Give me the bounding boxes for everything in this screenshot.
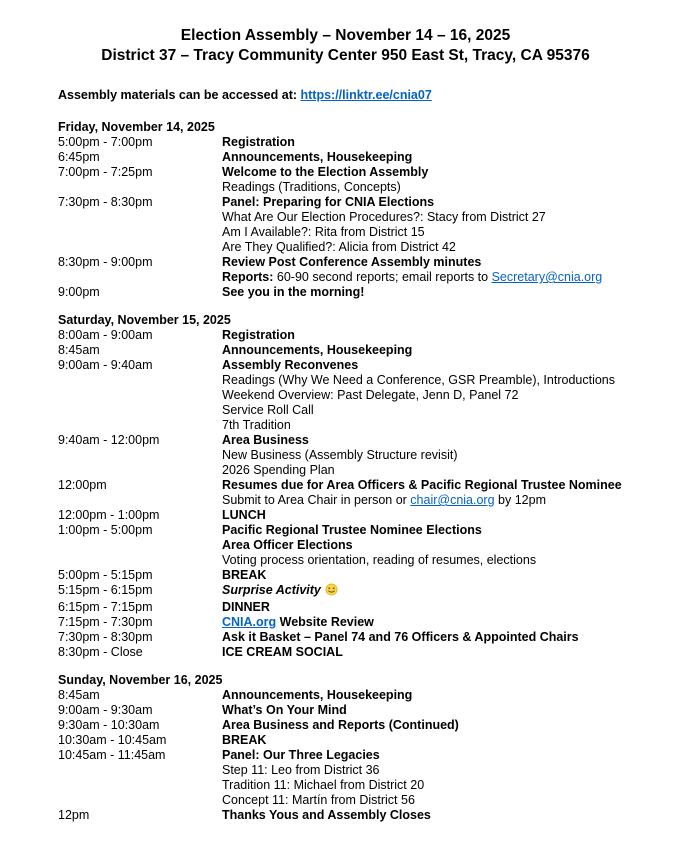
event-text: Voting process orientation, reading of resumes, elections [222, 553, 537, 567]
event-text: Review Post Conference Assembly minutes [222, 255, 482, 269]
event-cell [222, 448, 683, 463]
schedule-row [58, 718, 683, 733]
event-text: Readings (Traditions, Concepts) [222, 180, 401, 194]
event-text: Step 11: Leo from District 36 [222, 763, 380, 777]
event-cell [222, 418, 683, 433]
schedule-row [58, 553, 683, 568]
event-cell [222, 165, 683, 180]
event-cell [222, 270, 683, 285]
time-cell: 10:30am - 10:45am [58, 733, 167, 747]
event-cell [222, 478, 683, 493]
event-cell [222, 463, 683, 478]
schedule-row [58, 240, 683, 255]
schedule-row [58, 538, 683, 553]
event-cell [222, 328, 683, 343]
event-text: Area Business and Reports (Continued) [222, 718, 459, 732]
event-cell [222, 688, 683, 703]
event-text: New Business (Assembly Structure revisit) [222, 448, 458, 462]
document-title [0, 26, 691, 66]
event-cell [222, 718, 683, 733]
event-cell [222, 225, 683, 240]
event-text: Am I Available?: Rita from District 15 [222, 225, 425, 239]
title-line-1: Election Assembly – November 14 – 16, 2025 [180, 27, 511, 44]
schedule-row [58, 180, 683, 195]
event-cell [222, 748, 683, 763]
event-text: ICE CREAM SOCIAL [222, 645, 343, 659]
schedule-row [58, 328, 683, 343]
time-cell: 7:30pm - 8:30pm [58, 630, 153, 644]
schedule-row [58, 688, 683, 703]
event-cell [222, 703, 683, 718]
day-section [58, 120, 683, 300]
schedule-row [58, 645, 683, 660]
cnia-website-link[interactable]: CNIA.org [222, 615, 277, 629]
event-cell [222, 373, 683, 388]
time-cell: 9:00am - 9:40am [58, 358, 153, 372]
schedule-row [58, 135, 683, 150]
schedule-row [58, 403, 683, 418]
event-cell [222, 733, 683, 748]
time-cell: 5:00pm - 7:00pm [58, 135, 153, 149]
event-text: Assembly Reconvenes [222, 358, 359, 372]
time-cell: 12:00pm [58, 478, 107, 492]
event-cell [222, 493, 683, 508]
time-cell: 9:00am - 9:30am [58, 703, 153, 717]
schedule-row [58, 418, 683, 433]
schedule-row [58, 478, 683, 493]
schedule-row [58, 508, 683, 523]
time-cell: 9:40am - 12:00pm [58, 433, 160, 447]
event-text: Tradition 11: Michael from District 20 [222, 778, 425, 792]
event-cell [222, 630, 683, 645]
schedule-row [58, 165, 683, 180]
schedule-row [58, 703, 683, 718]
event-cell [222, 255, 683, 270]
title-line-2: District 37 – Tracy Community Center 950 East St, Tracy, CA 95376 [101, 47, 590, 64]
event-text: Area Business [222, 433, 309, 447]
day-heading: Sunday, November 16, 2025 [58, 673, 223, 687]
schedule [58, 120, 683, 823]
event-text: Are They Qualified?: Alicia from District 42 [222, 240, 456, 254]
schedule-row [58, 270, 683, 285]
chair-email-link[interactable]: chair@cnia.org [410, 493, 495, 507]
event-cell [222, 343, 683, 358]
day-section [58, 673, 683, 823]
schedule-row [58, 150, 683, 165]
materials-label: Assembly materials can be accessed at: [58, 88, 301, 102]
event-text: Service Roll Call [222, 403, 314, 417]
event-text: BREAK [222, 568, 267, 582]
event-text: Announcements, Housekeeping [222, 150, 413, 164]
event-cell [222, 763, 683, 778]
event-cell [222, 403, 683, 418]
event-text: Ask it Basket – Panel 74 and 76 Officers & Appointed Chairs [222, 630, 579, 644]
event-text: Announcements, Housekeeping [222, 343, 413, 357]
time-cell: 10:45am - 11:45am [58, 748, 166, 762]
event-cell [222, 600, 683, 615]
event-text: See you in the morning! [222, 285, 365, 299]
event-cell [222, 568, 683, 583]
schedule-row [58, 763, 683, 778]
schedule-row [58, 630, 683, 645]
event-cell [222, 615, 683, 630]
time-cell: 7:30pm - 8:30pm [58, 195, 153, 209]
schedule-row [58, 793, 683, 808]
event-cell [222, 358, 683, 373]
event-text: Announcements, Housekeeping [222, 688, 413, 702]
schedule-row [58, 463, 683, 478]
time-cell: 8:30pm - Close [58, 645, 143, 659]
event-cell [222, 778, 683, 793]
time-cell: 8:00am - 9:00am [58, 328, 153, 342]
schedule-row [58, 433, 683, 448]
schedule-row [58, 523, 683, 538]
event-cell [222, 808, 683, 823]
time-cell: 1:00pm - 5:00pm [58, 523, 153, 537]
time-cell: 9:00pm [58, 285, 100, 299]
time-cell: 8:45am [58, 343, 100, 357]
event-text: Website Review [276, 615, 374, 629]
schedule-row [58, 615, 683, 630]
event-text: Weekend Overview: Past Delegate, Jenn D, Panel 72 [222, 388, 519, 402]
event-cell [222, 538, 683, 553]
secretary-email-link[interactable]: Secretary@cnia.org [491, 270, 603, 284]
event-cell [222, 150, 683, 165]
event-text: Pacific Regional Trustee Nominee Elections [222, 523, 482, 537]
event-cell [222, 645, 683, 660]
materials-line [58, 88, 683, 103]
schedule-row [58, 358, 683, 373]
schedule-row [58, 388, 683, 403]
time-cell: 7:00pm - 7:25pm [58, 165, 153, 179]
event-text: Registration [222, 135, 295, 149]
event-cell [222, 508, 683, 523]
schedule-row [58, 600, 683, 615]
schedule-row [58, 210, 683, 225]
time-cell: 6:45pm [58, 150, 100, 164]
schedule-row [58, 225, 683, 240]
time-cell: 12:00pm - 1:00pm [58, 508, 160, 522]
day-section [58, 313, 683, 660]
schedule-row [58, 195, 683, 210]
event-text: Surprise Activity [222, 583, 325, 597]
schedule-row [58, 733, 683, 748]
schedule-row [58, 583, 683, 600]
day-heading: Friday, November 14, 2025 [58, 120, 215, 134]
event-text: Submit to Area Chair in person or [222, 493, 411, 507]
event-text: Welcome to the Election Assembly [222, 165, 429, 179]
event-text: BREAK [222, 733, 267, 747]
event-text: Resumes due for Area Officers & Pacific Regional Trustee Nominee [222, 478, 622, 492]
event-cell [222, 388, 683, 403]
time-cell: 6:15pm - 7:15pm [58, 600, 153, 614]
event-text: Readings (Why We Need a Conference, GSR Preamble), Introductions [222, 373, 616, 387]
event-cell [222, 285, 683, 300]
schedule-row [58, 343, 683, 358]
event-text: What’s On Your Mind [222, 703, 347, 717]
time-cell: 5:00pm - 5:15pm [58, 568, 153, 582]
schedule-row [58, 808, 683, 823]
event-cell [222, 433, 683, 448]
time-cell: 12pm [58, 808, 90, 822]
event-cell [222, 195, 683, 210]
schedule-row [58, 373, 683, 388]
schedule-row [58, 493, 683, 508]
event-text: Registration [222, 328, 295, 342]
schedule-row [58, 748, 683, 763]
time-cell: 8:30pm - 9:00pm [58, 255, 153, 269]
event-cell [222, 180, 683, 195]
event-cell [222, 583, 683, 600]
event-text: Reports: [222, 270, 274, 284]
event-cell [222, 553, 683, 568]
event-cell [222, 135, 683, 150]
materials-link[interactable]: https://linktr.ee/cnia07 [300, 88, 432, 102]
time-cell: 5:15pm - 6:15pm [58, 583, 153, 597]
schedule-row [58, 448, 683, 463]
event-text: 2026 Spending Plan [222, 463, 335, 477]
event-text: Panel: Preparing for CNIA Elections [222, 195, 435, 209]
event-text: What Are Our Election Procedures?: Stacy from District 27 [222, 210, 546, 224]
schedule-row [58, 778, 683, 793]
event-text: Thanks Yous and Assembly Closes [222, 808, 431, 822]
day-heading: Saturday, November 15, 2025 [58, 313, 231, 327]
schedule-row [58, 255, 683, 270]
event-text: 7th Tradition [222, 418, 291, 432]
event-text: DINNER [222, 600, 270, 614]
event-text: LUNCH [222, 508, 266, 522]
event-text: Concept 11: Martín from District 56 [222, 793, 415, 807]
smiley-emoji-icon [325, 583, 338, 600]
time-cell: 9:30am - 10:30am [58, 718, 160, 732]
schedule-row [58, 568, 683, 583]
event-cell [222, 210, 683, 225]
event-text: by 12pm [494, 493, 546, 507]
event-cell [222, 793, 683, 808]
event-text: 60-90 second reports; email reports to [273, 270, 492, 284]
time-cell: 7:15pm - 7:30pm [58, 615, 153, 629]
schedule-row [58, 285, 683, 300]
event-text: Area Officer Elections [222, 538, 353, 552]
event-cell [222, 240, 683, 255]
event-text: Panel: Our Three Legacies [222, 748, 380, 762]
event-cell [222, 523, 683, 538]
time-cell: 8:45am [58, 688, 100, 702]
